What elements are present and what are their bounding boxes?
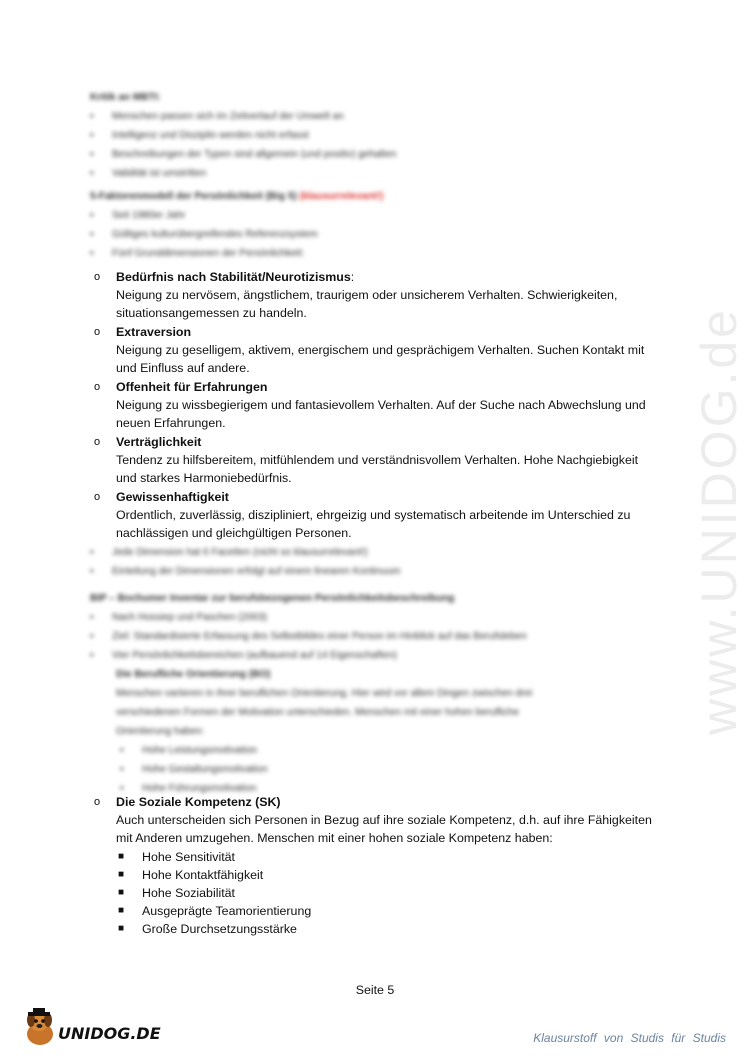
subitem-text: Ausgeprägte Teamorientierung: [142, 904, 312, 918]
bip-heading: BIP – Bochumer Inventar zur berufsbezogenen Persönlichkeitsbeschreibung: [90, 593, 455, 604]
list-item: ▪ Hohe Leistungsmotivation: [120, 741, 532, 760]
item-title: Verträglichkeit: [116, 435, 202, 449]
subitem-text: Hohe Sensitivität: [142, 850, 235, 864]
list-item: ▪ Gültiges kulturübergreifendes Referenzsystem: [90, 225, 396, 244]
circle-bullet-icon: o: [94, 436, 101, 448]
mbti-heading: Kritik an MBTI:: [90, 92, 161, 103]
item-text: Ordentlich, zuverlässig, diszipliniert, ehrgeizig und systematisch arbeitende im Unterschied zu nachlässigen und gleichgültigen Personen.: [116, 508, 631, 540]
dog-mascot-icon: [22, 1008, 60, 1048]
bo-text-line: verschiedenen Formen der Motivation unterschieden. Menschen mit einer hohen berufliche: [116, 707, 520, 718]
circle-bullet-icon: o: [94, 326, 101, 338]
list-item: ▪ Jede Dimension hat 6 Facetten (nicht so klausurrelevant!): [90, 543, 532, 562]
subitem-text: Große Durchsetzungsstärke: [142, 922, 297, 936]
circle-bullet-icon: o: [94, 491, 101, 503]
subitem-text: Hohe Soziabilität: [142, 886, 235, 900]
list-item: ▪ Seit 1980er Jahr: [90, 206, 396, 225]
item-text: Neigung zu wissbegierigem und fantasievollem Verhalten. Auf der Suche nach Abwechslung und neuen Erfahrungen.: [116, 398, 646, 430]
square-bullet-icon: ■: [118, 887, 125, 898]
square-bullet-icon: ■: [118, 869, 125, 880]
bo-text-line: Orientierung haben:: [116, 726, 205, 737]
logo-text: UNIDOG.DE: [58, 1024, 161, 1043]
item-title: Offenheit für Erfahrungen: [116, 380, 268, 394]
square-bullet-icon: ■: [118, 923, 125, 934]
item-title: Gewissenhaftigkeit: [116, 490, 229, 504]
list-item: ▪ Validität ist umstritten: [90, 164, 396, 183]
circle-bullet-icon: o: [94, 796, 101, 808]
list-item: ▪ Ziel: Standardisierte Erfassung des Selbstbildes einer Person im Hinblick auf das Berufsleben: [90, 627, 532, 646]
list-item: ▪ Hohe Gestaltungsmotivation: [120, 760, 532, 779]
relevance-note: (klausurrelevant!): [299, 191, 384, 202]
circle-bullet-icon: o: [94, 381, 101, 393]
list-item: ▪ Einteilung der Dimensionen erfolgt auf einem linearen Kontinuum: [90, 562, 532, 581]
square-bullet-icon: ■: [118, 905, 125, 916]
item-text: Tendenz zu hilfsbereitem, mitfühlendem und verständnisvollem Verhalten. Hohe Nachgiebigkeit und starkes Harmoniebedürfnis.: [116, 453, 639, 485]
list-item: ▪ Beschreibungen der Typen sind allgemein (und positiv) gehalten: [90, 145, 396, 164]
item-title: Die Soziale Kompetenz (SK): [116, 795, 281, 809]
bo-title: Die Berufliche Orientierung (BO): [116, 669, 271, 680]
list-item: ▪ Fünf Grunddimensionen der Persönlichkeit:: [90, 244, 396, 263]
square-bullet-icon: ■: [118, 851, 125, 862]
blurred-section-top: [90, 88, 396, 263]
item-text: Auch unterscheiden sich Personen in Bezug auf ihre soziale Kompetenz, d.h. auf ihre Fähigkeiten mit Anderen umzugehen. Menschen mit einer hohen soziale Kompetenz haben:: [116, 813, 652, 845]
item-text: Neigung zu nervösem, ängstlichem, traurigem oder unsicherem Verhalten. Schwierigkeiten, situationsangemessen zu handeln.: [116, 288, 618, 320]
bo-text-line: Menschen variieren in ihrer beruflichen Orientierung. Hier wird vor allem Dingen zwischen drei: [116, 688, 533, 699]
item-title: Bedürfnis nach Stabilität/Neurotizismus:: [116, 270, 355, 284]
list-item: ▪ Intelligenz und Disziplin werden nicht erfasst: [90, 126, 396, 145]
list-item: ▪ Vier Persönlichkeitsbereichen (aufbauend auf 14 Eigenschaften): [90, 646, 532, 665]
item-text: Neigung zu geselligem, aktivem, energischem und gesprächigem Verhalten. Suchen Kontakt mit und Einfluss auf andere.: [116, 343, 645, 375]
page-number: Seite 5: [355, 983, 395, 997]
circle-bullet-icon: o: [94, 271, 101, 283]
big5-heading-text: 5-Faktorenmodell der Persönlichkeit (Big 5): [90, 191, 297, 202]
big5-heading: [90, 187, 396, 206]
slogan: Klausurstoff von Studis für Studis: [533, 1031, 726, 1045]
list-item: ▪ Menschen passen sich im Zeitverlauf der Umwelt an: [90, 107, 396, 126]
watermark: www.UNIDOG.de: [691, 307, 747, 735]
list-item: ▪ Hohe Führungsmotivation: [120, 779, 532, 798]
blurred-section-middle: [90, 543, 532, 798]
subitem-text: Hohe Kontaktfähigkeit: [142, 868, 264, 882]
item-title: Extraversion: [116, 325, 192, 339]
list-item: ▪ Nach Hossiep und Paschen (2003): [90, 608, 532, 627]
